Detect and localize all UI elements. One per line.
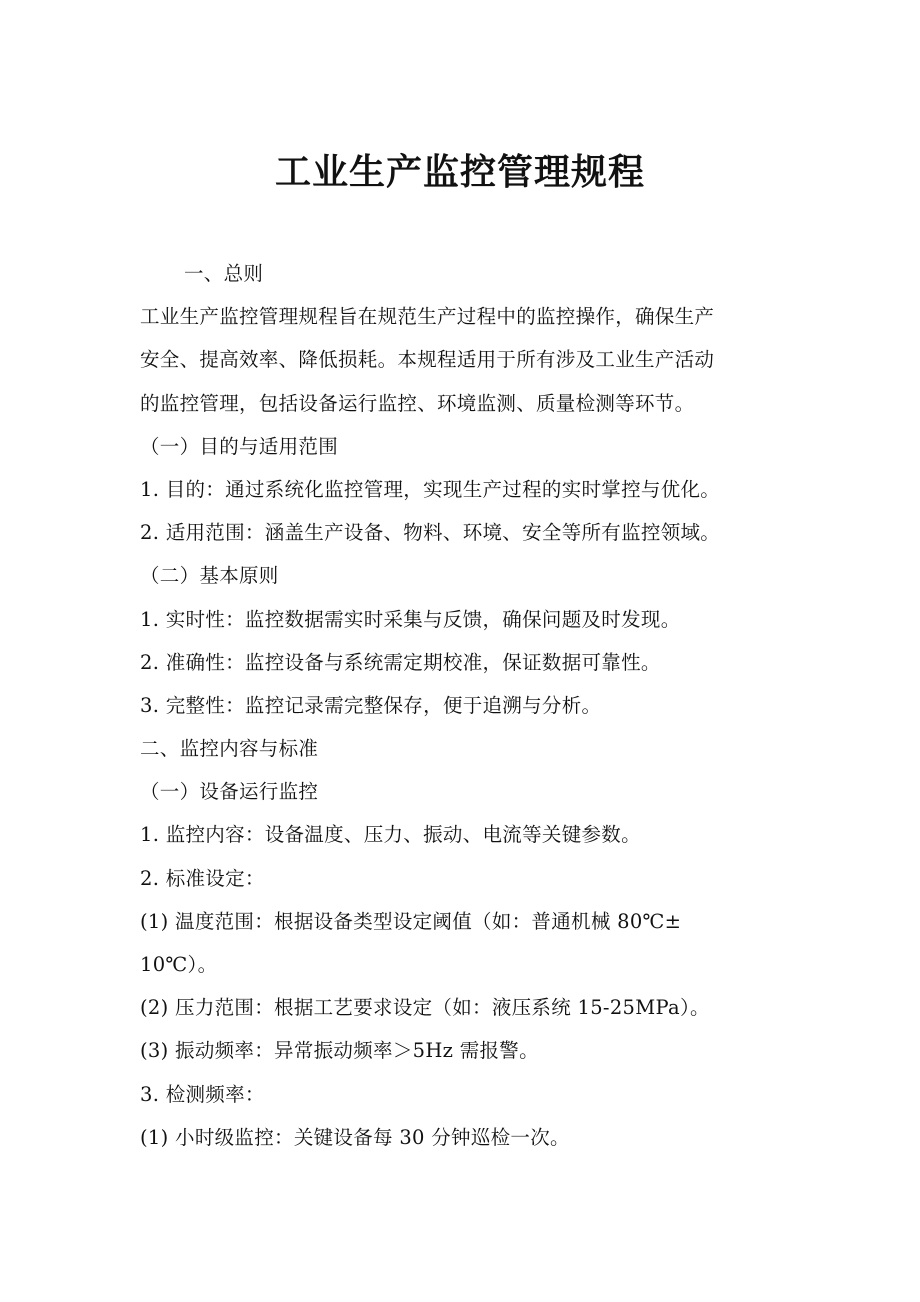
list-item: 2. 标准设定： (140, 866, 265, 890)
list-item: 3. 检测频率： (140, 1082, 265, 1106)
subsection-heading: （二）基本原则 (140, 564, 279, 588)
list-item: 1. 监控内容：设备温度、压力、振动、电流等关键参数。 (140, 823, 641, 847)
section-heading-general: 一、总则 (184, 262, 264, 285)
list-item: 1. 目的：通过系统化监控管理，实现生产过程的实时掌控与优化。 (140, 477, 721, 501)
list-item: 2. 准确性：监控设备与系统需定期校准，保证数据可靠性。 (140, 650, 661, 674)
document-body (140, 252, 790, 1159)
list-item: 1. 实时性：监控数据需实时采集与反馈，确保问题及时发现。 (140, 607, 681, 631)
sub-list-item: (1) 温度范围：根据设备类型设定阈值（如：普通机械 80℃± (140, 909, 682, 933)
sub-list-item: (3) 振动频率：异常振动频率＞5Hz 需报警。 (140, 1039, 539, 1063)
subsection-heading: （一）目的与适用范围 (140, 434, 339, 458)
list-item: 3. 完整性：监控记录需完整保存，便于追溯与分析。 (140, 693, 602, 717)
subsection-heading: （一）设备运行监控 (140, 780, 319, 804)
paragraph-line: 安全、提高效率、降低损耗。本规程适用于所有涉及工业生产活动 (140, 348, 715, 372)
sub-list-item: (1) 小时级监控：关键设备每 30 分钟巡检一次。 (140, 1125, 570, 1149)
section-heading-monitoring: 二、监控内容与标准 (140, 737, 319, 761)
paragraph-line: 工业生产监控管理规程旨在规范生产过程中的监控操作，确保生产 (140, 305, 715, 329)
sub-list-item: (2) 压力范围：根据工艺要求设定（如：液压系统 15-25MPa）。 (140, 996, 710, 1020)
paragraph-line: 的监控管理，包括设备运行监控、环境监测、质量检测等环节。 (140, 391, 695, 415)
sub-list-item-continuation: 10℃）。 (140, 953, 218, 976)
list-item: 2. 适用范围：涵盖生产设备、物料、环境、安全等所有监控领域。 (140, 521, 721, 545)
document-title: 工业生产监控管理规程 (274, 152, 645, 193)
